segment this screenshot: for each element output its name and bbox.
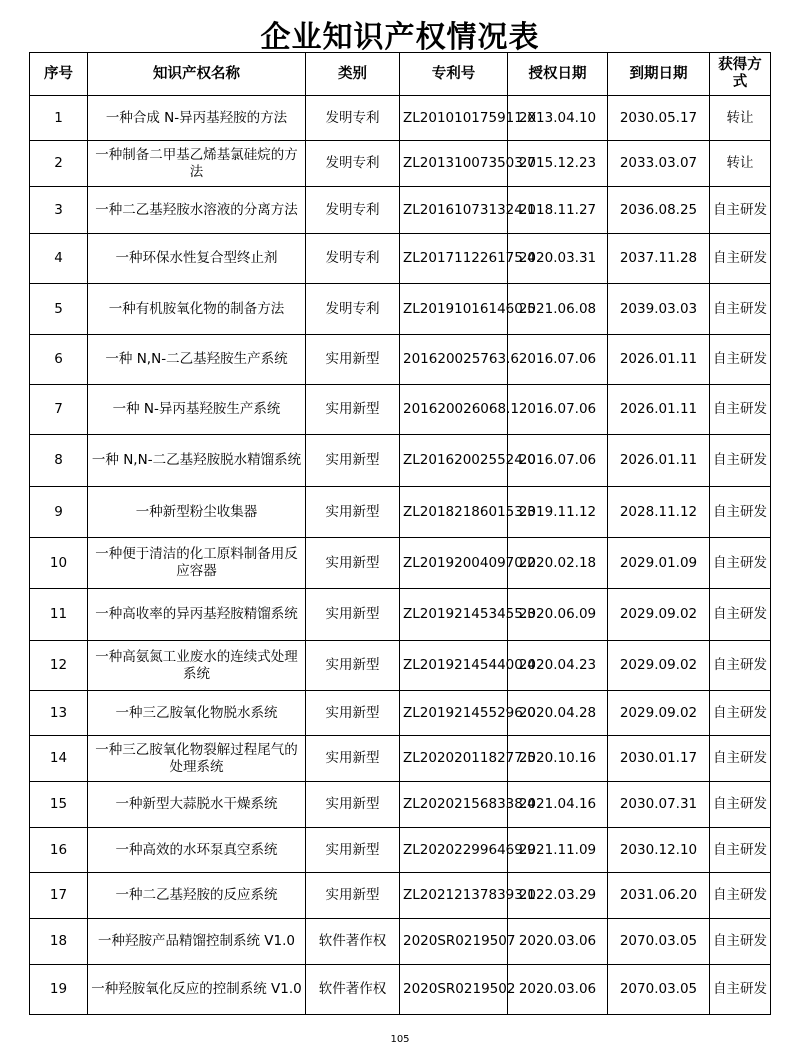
table-row — [30, 589, 771, 641]
row-patent: ZL201711226175.4 — [400, 234, 508, 284]
row-name: 一种 N,N-二乙基羟胺生产系统 — [88, 335, 306, 385]
table-row — [30, 435, 771, 487]
header-name: 知识产权名称 — [88, 53, 306, 96]
row-type: 软件著作权 — [306, 919, 400, 965]
row-grant-date: 2020.10.16 — [508, 736, 608, 782]
header-expire-date: 到期日期 — [608, 53, 710, 96]
row-grant-date: 2020.03.06 — [508, 919, 608, 965]
row-method: 自主研发 — [710, 736, 771, 782]
row-method: 自主研发 — [710, 589, 771, 641]
row-expire-date: 2026.01.11 — [608, 435, 710, 487]
row-no: 6 — [30, 335, 88, 385]
row-patent: ZL201910161460.5 — [400, 284, 508, 335]
table-row — [30, 691, 771, 736]
row-name: 一种有机胺氧化物的制备方法 — [88, 284, 306, 335]
row-patent: ZL201821860153.3 — [400, 487, 508, 538]
page-number: 105 — [390, 1034, 410, 1045]
row-type: 实用新型 — [306, 385, 400, 435]
row-type: 实用新型 — [306, 538, 400, 589]
table-row — [30, 965, 771, 1015]
table-header-row — [30, 53, 771, 96]
row-patent: ZL201010175911.X — [400, 96, 508, 141]
row-no: 10 — [30, 538, 88, 589]
table-row — [30, 335, 771, 385]
row-no: 1 — [30, 96, 88, 141]
row-grant-date: 2020.04.23 — [508, 641, 608, 691]
row-no: 15 — [30, 782, 88, 828]
row-no: 8 — [30, 435, 88, 487]
header-method: 获得方式 — [710, 53, 771, 96]
row-name: 一种羟胺氧化反应的控制系统 V1.0 — [88, 965, 306, 1015]
table-row — [30, 284, 771, 335]
row-method: 转让 — [710, 141, 771, 187]
row-patent: ZL202020118277.5 — [400, 736, 508, 782]
row-type: 实用新型 — [306, 435, 400, 487]
row-method: 自主研发 — [710, 435, 771, 487]
row-name: 一种三乙胺氧化物脱水系统 — [88, 691, 306, 736]
row-grant-date: 2015.12.23 — [508, 141, 608, 187]
row-method: 自主研发 — [710, 782, 771, 828]
row-expire-date: 2037.11.28 — [608, 234, 710, 284]
row-no: 3 — [30, 187, 88, 234]
row-type: 实用新型 — [306, 782, 400, 828]
row-type: 发明专利 — [306, 187, 400, 234]
table-row — [30, 487, 771, 538]
row-no: 18 — [30, 919, 88, 965]
table-body — [30, 96, 771, 1015]
row-no: 5 — [30, 284, 88, 335]
header-no: 序号 — [30, 53, 88, 96]
row-type: 发明专利 — [306, 234, 400, 284]
header-type: 类别 — [306, 53, 400, 96]
row-patent: ZL201620025524.0 — [400, 435, 508, 487]
row-patent: 201620025763.6 — [400, 335, 508, 385]
row-grant-date: 2018.11.27 — [508, 187, 608, 234]
table-row — [30, 187, 771, 234]
row-grant-date: 2016.07.06 — [508, 335, 608, 385]
row-type: 实用新型 — [306, 641, 400, 691]
row-type: 软件著作权 — [306, 965, 400, 1015]
row-no: 2 — [30, 141, 88, 187]
row-name: 一种三乙胺氧化物裂解过程尾气的处理系统 — [88, 736, 306, 782]
row-method: 转让 — [710, 96, 771, 141]
row-patent: ZL201310073503.7 — [400, 141, 508, 187]
row-grant-date: 2019.11.12 — [508, 487, 608, 538]
row-type: 发明专利 — [306, 284, 400, 335]
row-name: 一种新型大蒜脱水干燥系统 — [88, 782, 306, 828]
row-grant-date: 2016.07.06 — [508, 435, 608, 487]
row-patent: ZL201920040970.2 — [400, 538, 508, 589]
row-no: 19 — [30, 965, 88, 1015]
row-no: 7 — [30, 385, 88, 435]
row-name: 一种制备二甲基乙烯基氯硅烷的方法 — [88, 141, 306, 187]
row-type: 实用新型 — [306, 828, 400, 873]
row-grant-date: 2021.06.08 — [508, 284, 608, 335]
table-row — [30, 919, 771, 965]
row-type: 发明专利 — [306, 96, 400, 141]
row-no: 13 — [30, 691, 88, 736]
row-patent: ZL201921455296.0 — [400, 691, 508, 736]
row-grant-date: 2021.11.09 — [508, 828, 608, 873]
ip-table — [29, 52, 771, 1015]
table-row — [30, 782, 771, 828]
table-row — [30, 141, 771, 187]
row-no: 4 — [30, 234, 88, 284]
row-grant-date: 2021.04.16 — [508, 782, 608, 828]
row-grant-date: 2020.06.09 — [508, 589, 608, 641]
row-method: 自主研发 — [710, 187, 771, 234]
row-name: 一种新型粉尘收集器 — [88, 487, 306, 538]
row-name: 一种高收率的异丙基羟胺精馏系统 — [88, 589, 306, 641]
row-name: 一种合成 N-异丙基羟胺的方法 — [88, 96, 306, 141]
row-type: 实用新型 — [306, 736, 400, 782]
row-patent: 2020SR0219502 — [400, 965, 508, 1015]
row-expire-date: 2070.03.05 — [608, 919, 710, 965]
row-grant-date: 2016.07.06 — [508, 385, 608, 435]
table-row — [30, 641, 771, 691]
header-patent: 专利号 — [400, 53, 508, 96]
row-type: 发明专利 — [306, 141, 400, 187]
row-name: 一种二乙基羟胺的反应系统 — [88, 873, 306, 919]
row-name: 一种高效的水环泵真空系统 — [88, 828, 306, 873]
row-expire-date: 2039.03.03 — [608, 284, 710, 335]
row-expire-date: 2033.03.07 — [608, 141, 710, 187]
row-method: 自主研发 — [710, 385, 771, 435]
row-no: 11 — [30, 589, 88, 641]
row-type: 实用新型 — [306, 335, 400, 385]
table-row — [30, 385, 771, 435]
row-name: 一种便于清洁的化工原料制备用反应容器 — [88, 538, 306, 589]
row-grant-date: 2020.03.06 — [508, 965, 608, 1015]
row-name: 一种环保水性复合型终止剂 — [88, 234, 306, 284]
row-patent: ZL202022996469.9 — [400, 828, 508, 873]
table-row — [30, 234, 771, 284]
row-no: 9 — [30, 487, 88, 538]
row-expire-date: 2029.09.02 — [608, 641, 710, 691]
row-no: 14 — [30, 736, 88, 782]
row-method: 自主研发 — [710, 873, 771, 919]
row-expire-date: 2030.05.17 — [608, 96, 710, 141]
table-row — [30, 873, 771, 919]
row-type: 实用新型 — [306, 589, 400, 641]
row-method: 自主研发 — [710, 284, 771, 335]
row-grant-date: 2020.04.28 — [508, 691, 608, 736]
row-patent: 2020SR0219507 — [400, 919, 508, 965]
row-type: 实用新型 — [306, 487, 400, 538]
header-grant-date: 授权日期 — [508, 53, 608, 96]
row-expire-date: 2030.12.10 — [608, 828, 710, 873]
row-no: 16 — [30, 828, 88, 873]
row-name: 一种 N,N-二乙基羟胺脱水精馏系统 — [88, 435, 306, 487]
row-method: 自主研发 — [710, 234, 771, 284]
row-grant-date: 2020.03.31 — [508, 234, 608, 284]
row-method: 自主研发 — [710, 828, 771, 873]
row-patent: ZL202021568338.4 — [400, 782, 508, 828]
row-expire-date: 2026.01.11 — [608, 335, 710, 385]
row-method: 自主研发 — [710, 538, 771, 589]
page-title: 企业知识产权情况表 — [260, 20, 540, 55]
row-expire-date: 2026.01.11 — [608, 385, 710, 435]
row-expire-date: 2036.08.25 — [608, 187, 710, 234]
row-expire-date: 2070.03.05 — [608, 965, 710, 1015]
row-patent: ZL202121378393.1 — [400, 873, 508, 919]
row-expire-date: 2028.11.12 — [608, 487, 710, 538]
row-name: 一种 N-异丙基羟胺生产系统 — [88, 385, 306, 435]
row-method: 自主研发 — [710, 335, 771, 385]
row-method: 自主研发 — [710, 691, 771, 736]
row-expire-date: 2029.09.02 — [608, 691, 710, 736]
row-grant-date: 2013.04.10 — [508, 96, 608, 141]
row-name: 一种二乙基羟胺水溶液的分离方法 — [88, 187, 306, 234]
row-name: 一种高氨氮工业废水的连续式处理系统 — [88, 641, 306, 691]
table-row — [30, 96, 771, 141]
row-grant-date: 2022.03.29 — [508, 873, 608, 919]
row-expire-date: 2031.06.20 — [608, 873, 710, 919]
row-patent: ZL201921454400.4 — [400, 641, 508, 691]
row-method: 自主研发 — [710, 641, 771, 691]
row-patent: ZL201610731324.1 — [400, 187, 508, 234]
row-no: 12 — [30, 641, 88, 691]
row-patent: ZL201921453455.3 — [400, 589, 508, 641]
row-method: 自主研发 — [710, 965, 771, 1015]
row-expire-date: 2029.09.02 — [608, 589, 710, 641]
row-expire-date: 2029.01.09 — [608, 538, 710, 589]
row-name: 一种羟胺产品精馏控制系统 V1.0 — [88, 919, 306, 965]
row-expire-date: 2030.07.31 — [608, 782, 710, 828]
row-type: 实用新型 — [306, 691, 400, 736]
row-no: 17 — [30, 873, 88, 919]
row-type: 实用新型 — [306, 873, 400, 919]
table-row — [30, 538, 771, 589]
row-method: 自主研发 — [710, 487, 771, 538]
row-grant-date: 2020.02.18 — [508, 538, 608, 589]
table-row — [30, 736, 771, 782]
table-row — [30, 828, 771, 873]
row-patent: 201620026068.1 — [400, 385, 508, 435]
row-method: 自主研发 — [710, 919, 771, 965]
row-expire-date: 2030.01.17 — [608, 736, 710, 782]
